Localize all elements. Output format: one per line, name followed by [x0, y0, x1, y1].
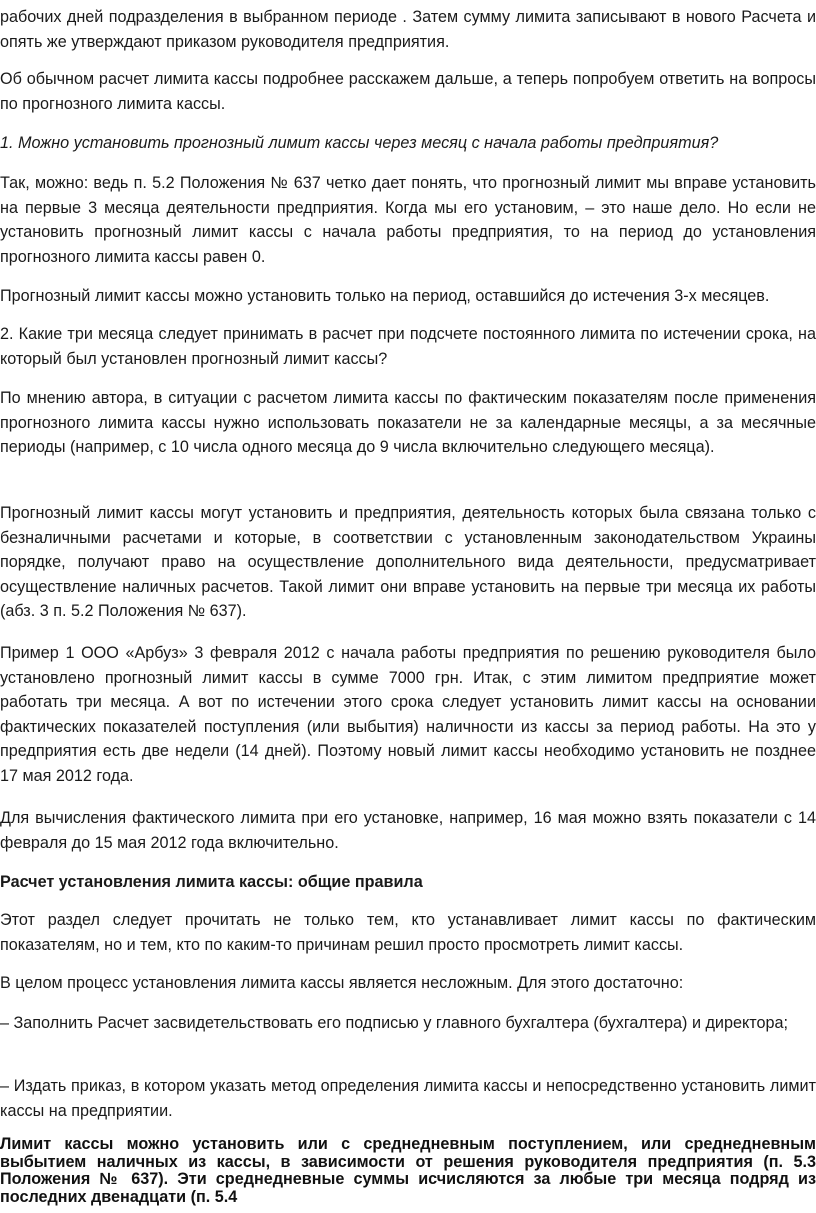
paragraph-forecast-period: Прогнозный лимит кассы можно установить только на период, оставшийся до истечения 3-х месяцев.	[0, 287, 770, 305]
answer-2: По мнению автора, в ситуации с расчетом лимита кассы по фактическим показателям после применения прогнозного лимита кассы нужно использовать показатели не за календарные месяцы, а за месячные периоды (например, с 10 числа одного месяца до 9 числа включительно следующего месяца).	[0, 389, 816, 457]
paragraph-forecast-questions-intro: Об обычном расчет лимита кассы подробнее расскажем дальше, а теперь попробуем ответить на вопросы по прогнозного лимита кассы.	[0, 70, 816, 113]
paragraph-intro-continuation: рабочих дней подразделения в выбранном периоде . Затем сумму лимита записывают в нового Расчета и опять же утверждают приказом руководителя предприятия.	[0, 8, 816, 51]
paragraph-process-summary: В целом процесс установления лимита кассы является несложным. Для этого достаточно:	[0, 974, 684, 992]
paragraph-limit-methods: Лимит кассы можно установить или с среднедневным поступлением, или среднедневным выбытием наличных из кассы, в зависимости от решения руководителя предприятия (п. 5.3 Положения № 637). Эти среднедневные суммы исчисляются за любые три месяца подряд из последних двенадцати (п. 5.4	[0, 1135, 816, 1206]
question-1: 1. Можно установить прогнозный лимит кассы через месяц с начала работы предприятия?	[0, 134, 719, 152]
section-heading: Расчет установления лимита кассы: общие правила	[0, 873, 423, 891]
list-item-fill-calculation: – Заполнить Расчет засвидетельствовать его подписью у главного бухгалтера (бухгалтера) и директора;	[0, 1014, 788, 1032]
question-2: 2. Какие три месяца следует принимать в расчет при подсчете постоянного лимита по истечении срока, на который был установлен прогнозный лимит кассы?	[0, 325, 816, 368]
paragraph-section-intro: Этот раздел следует прочитать не только тем, кто устанавливает лимит кассы по фактическим показателям, но и тем, кто по каким-то причинам решил просто просмотреть лимит кассы.	[0, 911, 816, 954]
list-item-issue-order: – Издать приказ, в котором указать метод определения лимита кассы и непосредственно установить лимит кассы на предприятии.	[0, 1077, 816, 1120]
example-1: Пример 1 ООО «Арбуз» 3 февраля 2012 с начала работы предприятия по решению руководителя было установлено прогнозный лимит кассы в сумме 7000 грн. Итак, с этим лимитом предприятие может работать три месяца. А вот по истечении этого срока следует установить лимит кассы на основании фактических показателей поступления (или выбытия) наличности из кассы за период работы. На это у предприятия есть две недели (14 дней). Поэтому новый лимит кассы необходимо установить не позднее 17 мая 2012 года.	[0, 644, 816, 785]
paragraph-cashless-enterprises: Прогнозный лимит кассы могут установить и предприятия, деятельность которых была связана только с безналичными расчетами и которые, в соответствии с установленным законодательством Украины порядке, получают право на осуществление дополнительного вида деятельности, предусматривает осуществление наличных расчетов. Такой лимит они вправе установить на первые три месяца их работы (абз. 3 п. 5.2 Положения № 637).	[0, 504, 816, 621]
answer-1: Так, можно: ведь п. 5.2 Положения № 637 четко дает понять, что прогнозный лимит мы вправе установить на первые 3 месяца деятельности предприятия. Когда мы его установим, – это наше дело. Но если не установить прогнозный лимит кассы с начала работы предприятия, то на период до установления прогнозного лимита кассы равен 0.	[0, 174, 816, 266]
paragraph-actual-limit-calculation: Для вычисления фактического лимита при его установке, например, 16 мая можно взять показатели с 14 февраля до 15 мая 2012 года включительно.	[0, 809, 816, 852]
